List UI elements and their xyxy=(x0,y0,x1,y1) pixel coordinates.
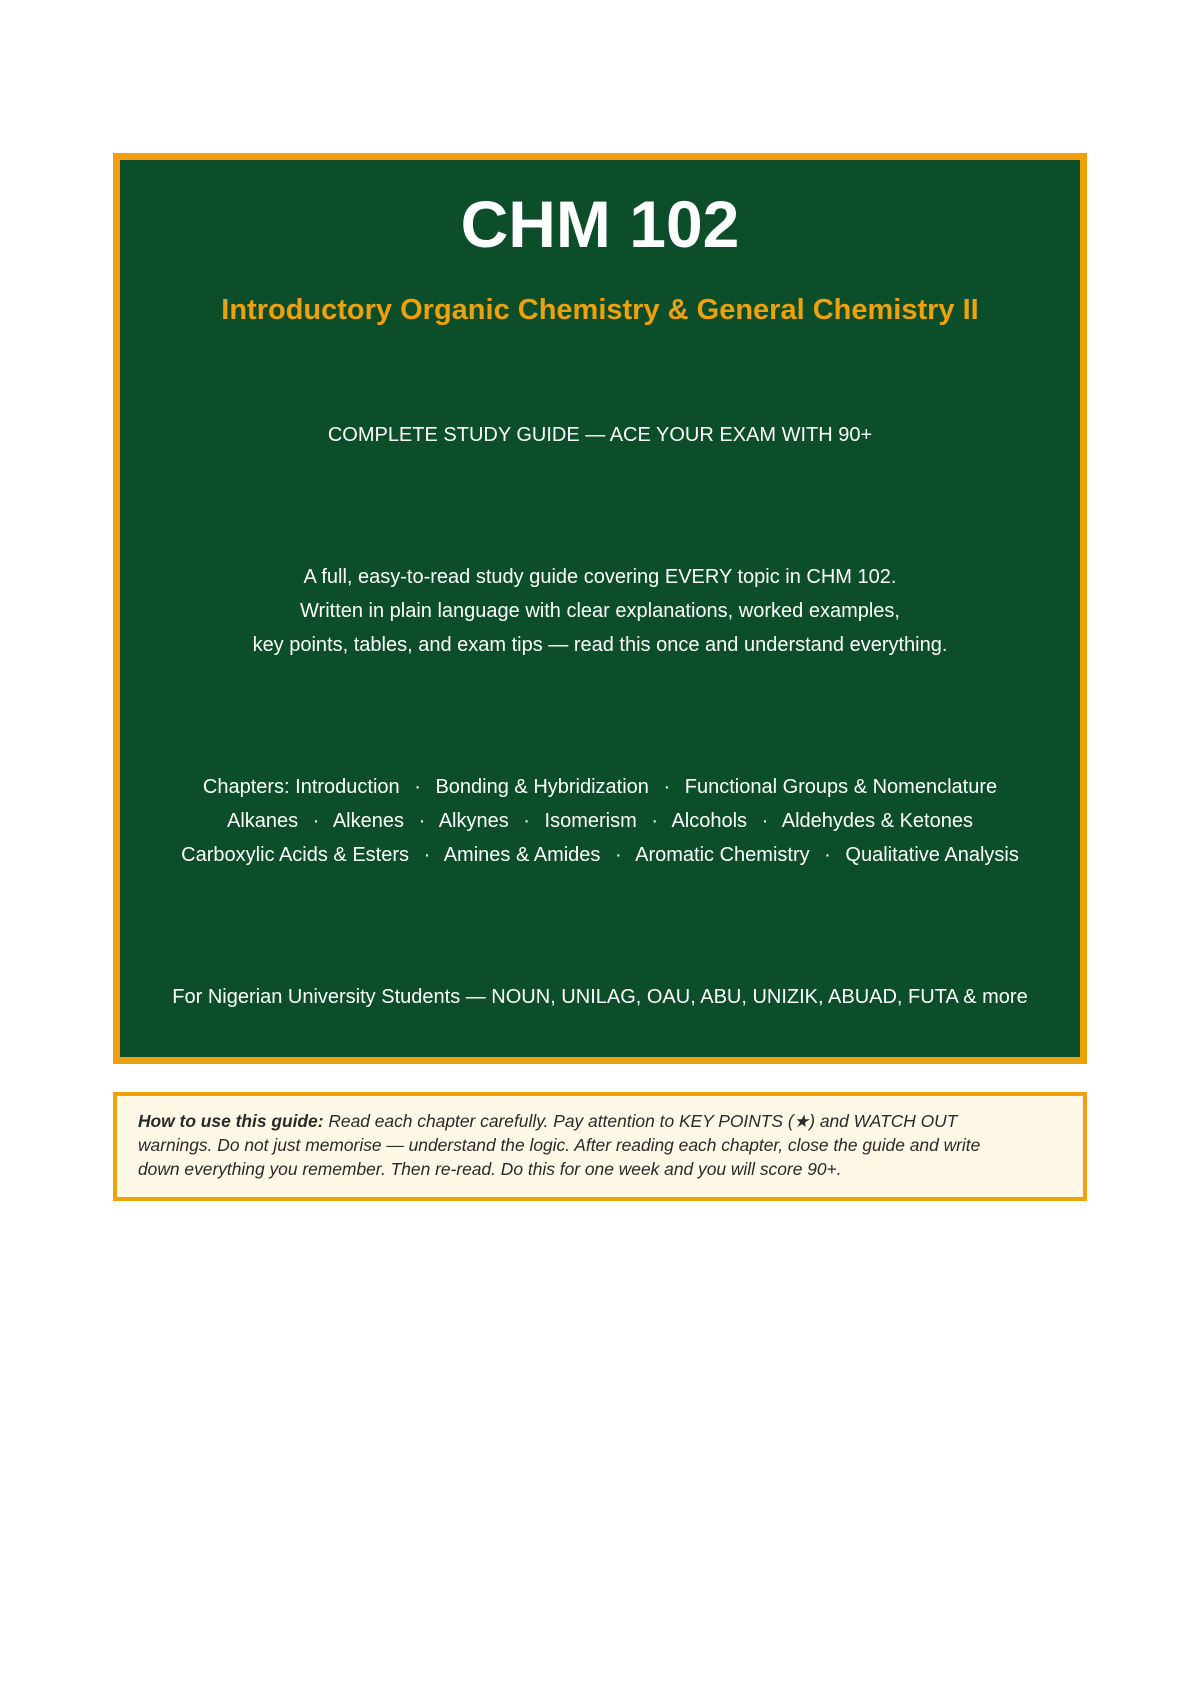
chapter-item: Isomerism xyxy=(544,810,637,832)
chapter-item: Amines & Amides xyxy=(443,844,601,866)
separator: · xyxy=(663,776,671,798)
separator: · xyxy=(651,810,658,832)
separator: · xyxy=(761,810,769,832)
chapter-row xyxy=(120,804,1080,838)
chapter-item: Carboxylic Acids & Esters xyxy=(181,844,410,866)
study-guide-tagline: COMPLETE STUDY GUIDE — ACE YOUR EXAM WITH 90+ xyxy=(327,424,873,446)
chapter-item: Aromatic Chemistry xyxy=(635,844,810,866)
chapter-item: Alkanes xyxy=(227,810,299,832)
separator: · xyxy=(423,844,431,866)
howto-line xyxy=(138,1109,1065,1133)
howto-label: How to use this guide: xyxy=(138,1111,324,1131)
howto-line: down everything you remember. Then re-read. Do this for one week and you will score 90+. xyxy=(138,1159,842,1179)
description-line: Written in plain language with clear explanations, worked examples, xyxy=(300,600,900,622)
guide-description xyxy=(120,560,1080,662)
separator: · xyxy=(523,810,530,832)
how-to-use-box xyxy=(113,1092,1087,1201)
howto-text: Read each chapter carefully. Pay attention to KEY POINTS (★) and WATCH OUT xyxy=(328,1111,958,1131)
cover-panel xyxy=(113,153,1087,1064)
course-subtitle: Introductory Organic Chemistry & General Chemistry II xyxy=(221,294,979,326)
chapter-item: Alkenes xyxy=(332,810,404,832)
chapter-item: Alkynes xyxy=(438,810,509,832)
chapter-item: Aldehydes & Ketones xyxy=(781,810,973,832)
separator: · xyxy=(414,776,421,798)
chapter-item: Alcohols xyxy=(671,810,748,832)
chapter-row xyxy=(120,838,1080,872)
chapters-prefix: Chapters: xyxy=(202,776,290,798)
chapter-item: Functional Groups & Nomenclature xyxy=(684,776,998,798)
chapter-row xyxy=(120,770,1080,804)
separator: · xyxy=(312,810,320,832)
separator: · xyxy=(615,844,622,866)
chapter-list xyxy=(120,770,1080,872)
course-code: CHM 102 xyxy=(460,187,740,261)
chapter-item: Bonding & Hybridization xyxy=(435,776,649,798)
audience-note: For Nigerian University Students — NOUN, UNILAG, OAU, ABU, UNIZIK, ABUAD, FUTA & more xyxy=(172,986,1028,1008)
howto-line: warnings. Do not just memorise — understand the logic. After reading each chapter, close the guide and write xyxy=(138,1135,981,1155)
chapter-item: Introduction xyxy=(295,776,400,798)
chapter-item: Qualitative Analysis xyxy=(845,844,1019,866)
separator: · xyxy=(824,844,831,866)
description-line: A full, easy-to-read study guide covering EVERY topic in CHM 102. xyxy=(303,566,897,588)
separator: · xyxy=(418,810,426,832)
description-line: key points, tables, and exam tips — read this once and understand everything. xyxy=(252,634,948,656)
